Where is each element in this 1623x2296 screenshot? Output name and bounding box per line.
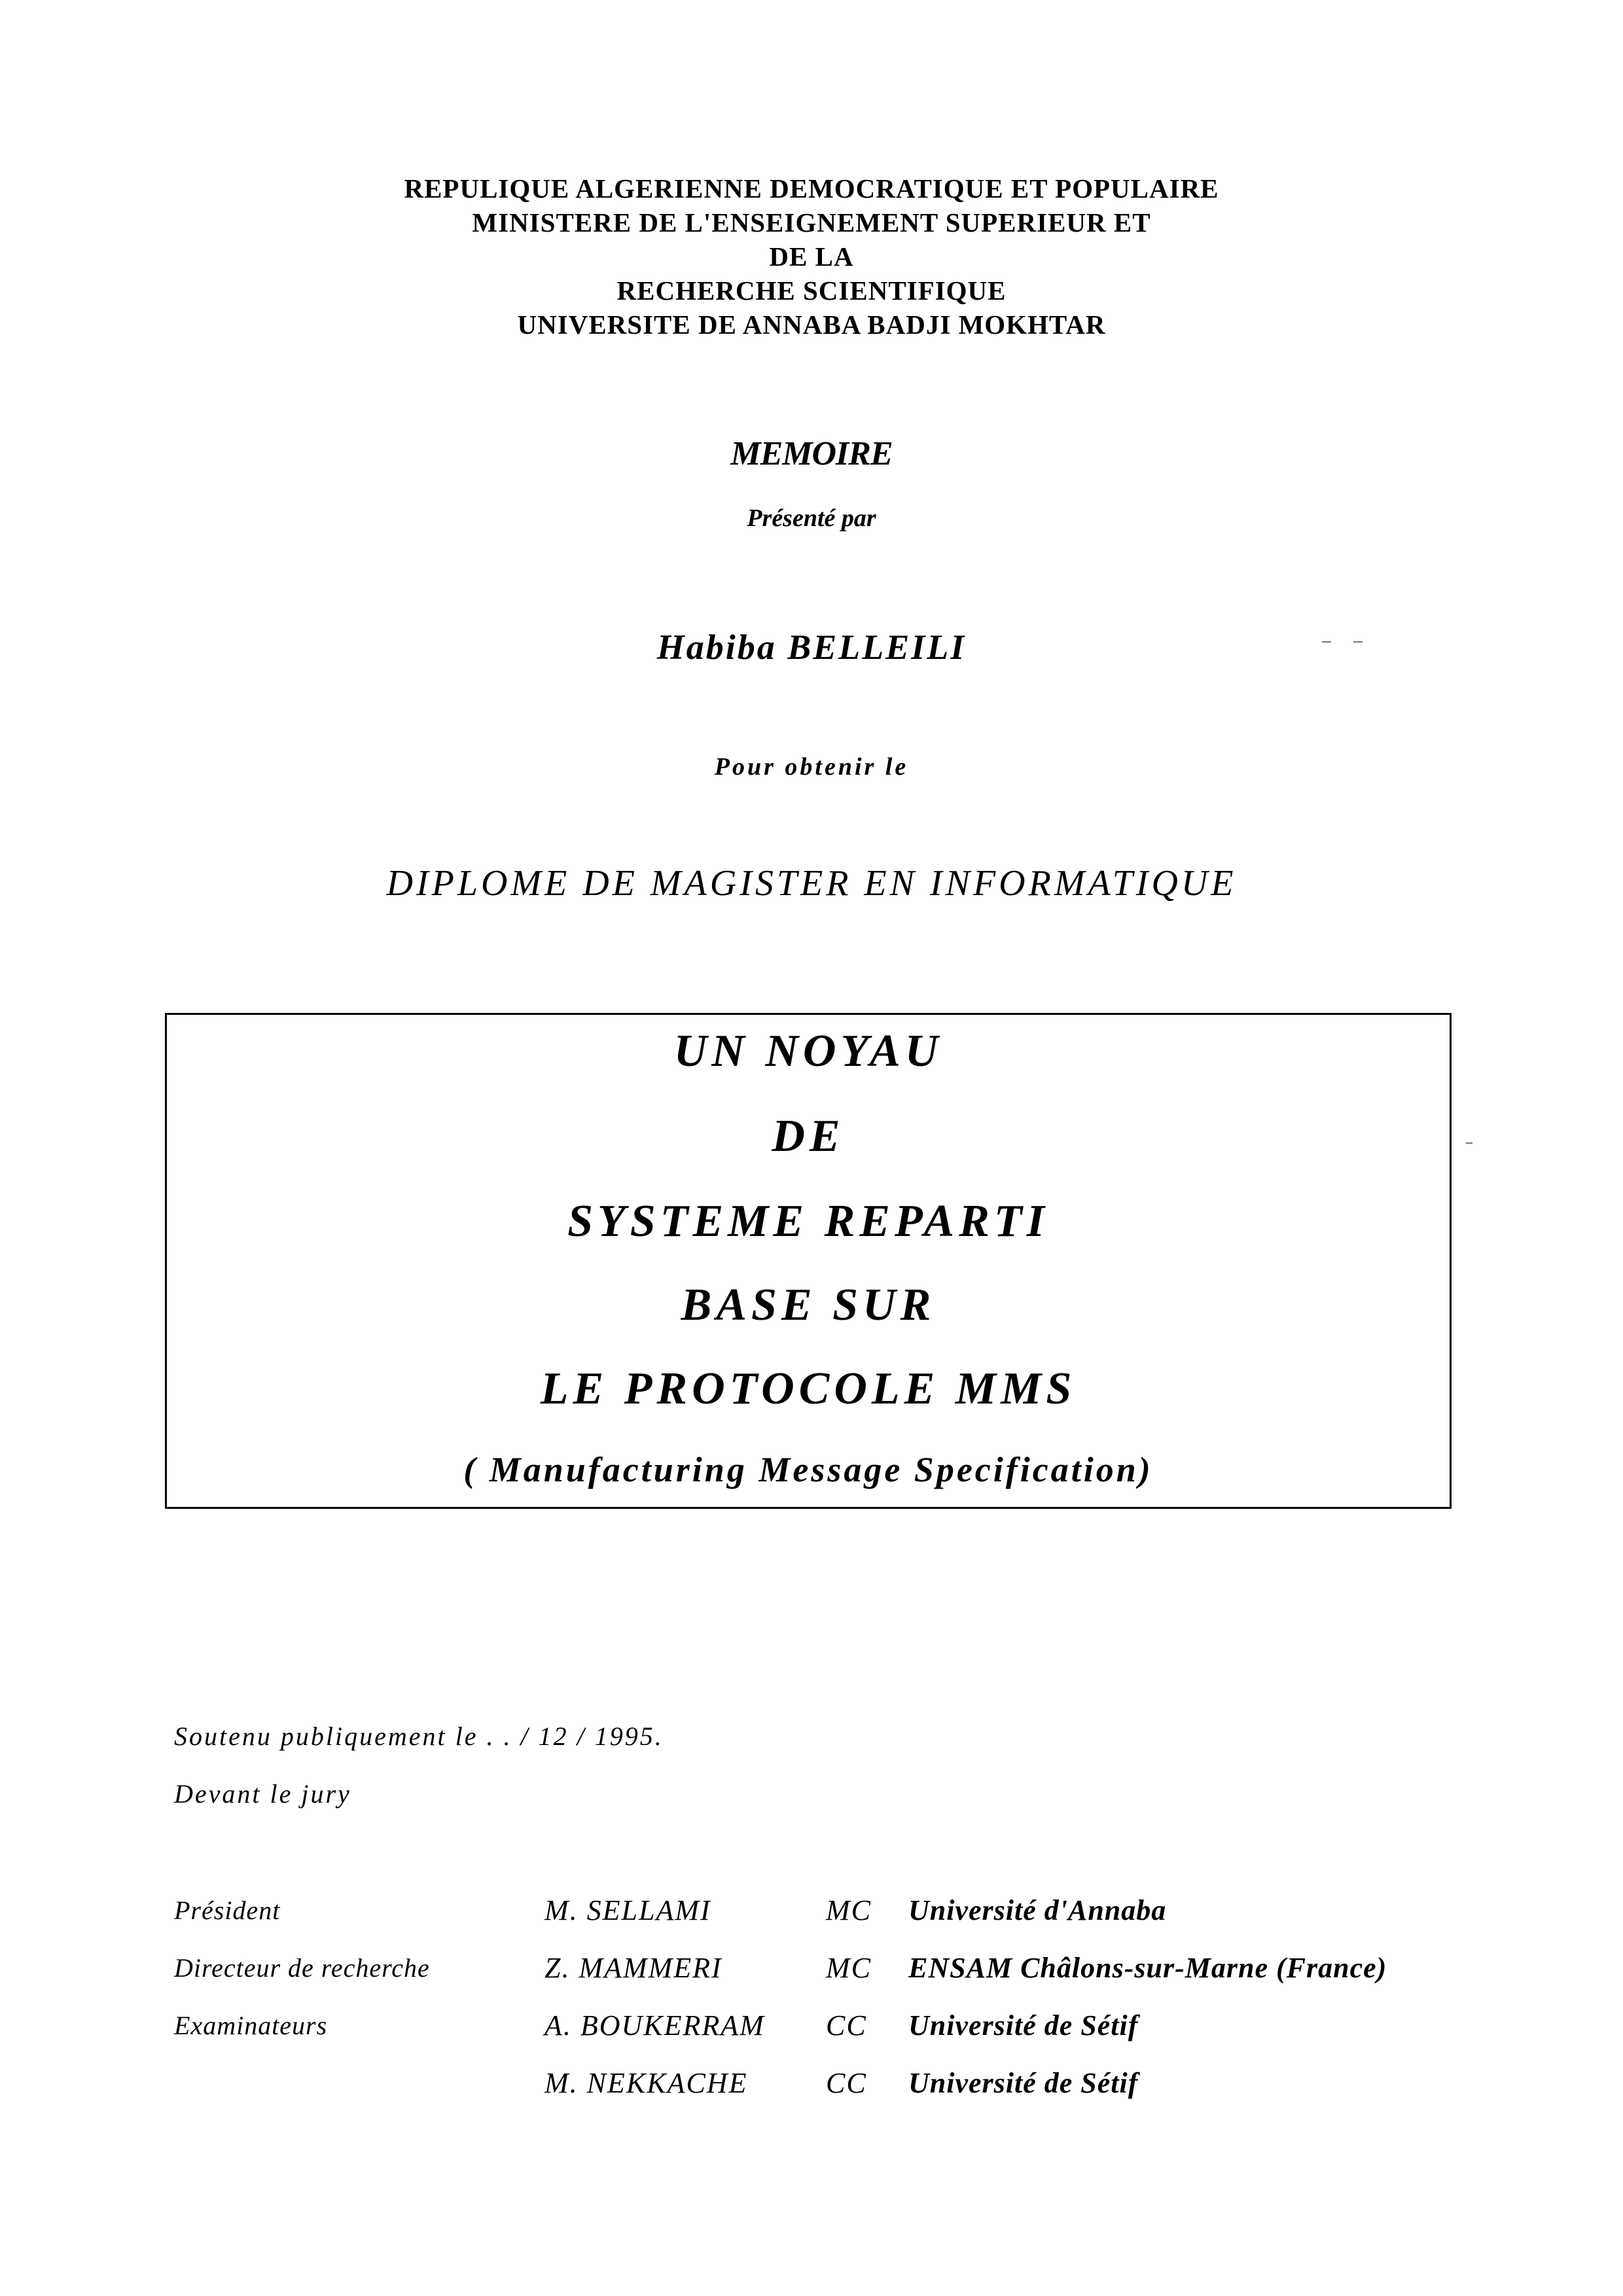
jury-grade: CC	[826, 2067, 867, 2099]
jury-grade: MC	[826, 1952, 872, 1984]
jury-role: Président	[174, 1896, 281, 1925]
jury-member-name: M. NEKKACHE	[544, 2067, 748, 2099]
presented-by-label: Présenté par	[747, 504, 876, 532]
thesis-subtitle: ( Manufacturing Message Specification)	[463, 1450, 1153, 1489]
jury-institution: Université d'Annaba	[908, 1894, 1167, 1926]
jury-role: Directeur de recherche	[174, 1953, 430, 1983]
jury-institution: ENSAM Châlons-sur-Marne (France)	[908, 1952, 1387, 1984]
jury-member-name: Z. MAMMERI	[544, 1952, 722, 1984]
purpose-label: Pour obtenir le	[714, 753, 909, 781]
title-line-3: SYSTEME REPARTI	[567, 1196, 1049, 1246]
header-line-ministry: MINISTERE DE L'ENSEIGNEMENT SUPERIEUR ET	[472, 207, 1151, 238]
jury-member-name: M. SELLAMI	[544, 1894, 711, 1926]
title-line-2: DE	[772, 1111, 845, 1161]
jury-institution: Université de Sétif	[908, 2067, 1139, 2099]
header-line-republic: REPULIQUE ALGERIENNE DEMOCRATIQUE ET POPULAIRE	[404, 173, 1219, 203]
scan-speck	[1322, 641, 1331, 643]
author-name: Habiba BELLEILI	[656, 627, 967, 667]
title-line-4: BASE SUR	[681, 1280, 936, 1330]
scan-speck	[1466, 1142, 1472, 1144]
jury-grade: MC	[826, 1894, 872, 1926]
header-line-university: UNIVERSITE DE ANNABA BADJI MOKHTAR	[517, 309, 1106, 340]
defense-date: Soutenu publiquement le . . / 12 / 1995.	[174, 1722, 664, 1751]
thesis-title-box	[165, 1013, 1452, 1509]
document-type: MEMOIRE	[730, 435, 893, 472]
title-line-5: LE PROTOCOLE MMS	[540, 1364, 1077, 1414]
scan-speck	[1353, 641, 1363, 643]
jury-role: Examinateurs	[174, 2011, 328, 2040]
header-line-research: RECHERCHE SCIENTIFIQUE	[616, 275, 1007, 306]
header-line-de-la: DE LA	[769, 241, 854, 272]
jury-grade: CC	[826, 2009, 867, 2041]
title-line-1: UN NOYAU	[673, 1026, 943, 1076]
jury-institution: Université de Sétif	[908, 2009, 1139, 2041]
jury-member-name: A. BOUKERRAM	[544, 2009, 765, 2041]
degree-title: DIPLOME DE MAGISTER EN INFORMATIQUE	[386, 863, 1237, 904]
jury-intro: Devant le jury	[174, 1779, 351, 1809]
